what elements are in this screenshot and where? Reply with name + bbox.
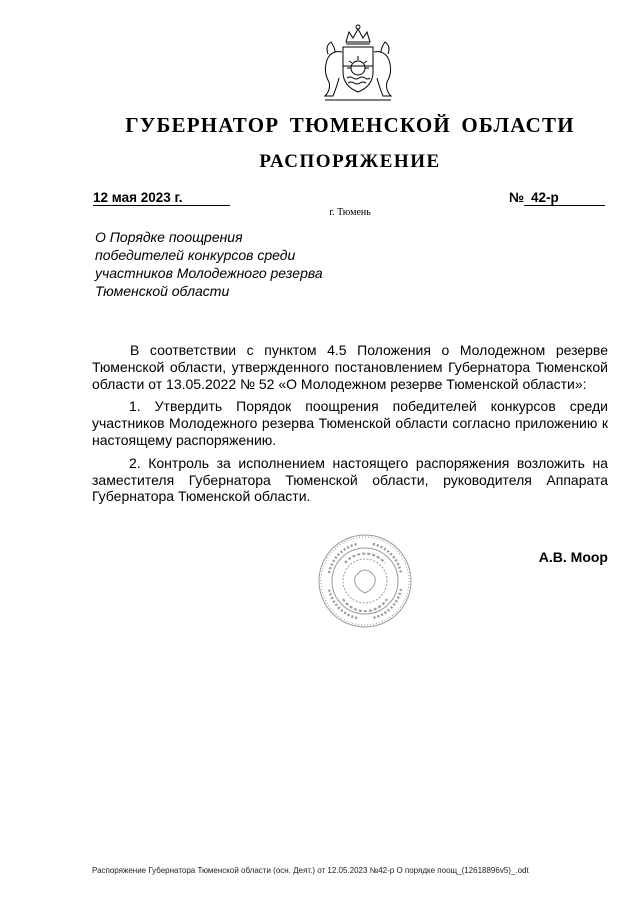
number-underline	[524, 205, 605, 206]
document-date: 12 мая 2023 г.	[93, 190, 183, 205]
resolution-item-1: 1. Утвердить Порядок поощрения победителей конкурсов среди участников Молодежного резерва Тюменской области согласно приложению к настоящему распоряжению.	[92, 398, 608, 448]
tyumen-coat-of-arms-icon	[313, 20, 403, 110]
issuing-authority-heading: ГУБЕРНАТОР ТЮМЕНСКОЙ ОБЛАСТИ	[125, 113, 575, 137]
preamble-paragraph: В соответствии с пунктом 4.5 Положения о Молодежном резерве Тюменской области, утвержденного постановлением Губернатора Тюменской области от 13.05.2022 № 52 «О Молодежном резерве Тюменской области»:	[92, 342, 608, 392]
signatory-name: А.В. Моор	[538, 549, 608, 565]
resolution-item-2: 2. Контроль за исполнением настоящего распоряжения возложить на заместителя Губернатора Тюменской области, руководителя Аппарата Губернатора Тюменской области.	[92, 454, 608, 505]
document-footer: Распоряжение Губернатора Тюменской области (осн. Деят.) от 12.05.2023 №42-р О порядке поощ_(12618896v5)_.odt	[92, 866, 529, 875]
date-underline	[93, 205, 230, 206]
document-city: г. Тюмень	[329, 207, 371, 218]
official-seal-icon	[317, 533, 413, 629]
document-type-heading: РАСПОРЯЖЕНИЕ	[259, 151, 441, 172]
document-number: 42-р	[531, 190, 559, 205]
document-subject: О Порядке поощрения победителей конкурсов среди участников Молодежного резерва Тюменской области	[95, 229, 323, 299]
document-body	[92, 342, 608, 511]
number-sign: №	[509, 190, 525, 205]
